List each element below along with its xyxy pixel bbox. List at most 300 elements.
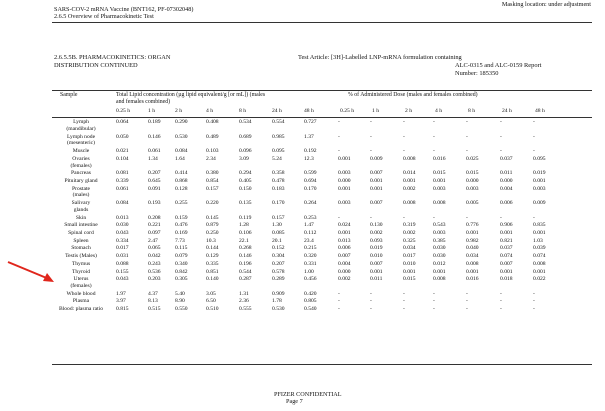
pct-cell: 0.074	[533, 253, 546, 260]
conc-cell: 0.220	[206, 200, 219, 207]
pct-cell: 0.002	[338, 276, 351, 283]
pct-cell: 0.003	[338, 170, 351, 177]
conc-cell: 0.578	[272, 268, 285, 275]
conc-cell: 0.555	[239, 306, 252, 313]
percent-dose-header: % of Administered Dose (males and females combined)	[348, 92, 478, 98]
conc-cell: 0.050	[116, 133, 129, 140]
pct-cell: 0.001	[466, 230, 479, 236]
pct-cell: 0.030	[433, 245, 446, 252]
pct-cell: 0.034	[403, 245, 416, 252]
conc-cell: 1.28	[239, 222, 249, 229]
pct-cell: -	[466, 306, 468, 313]
conc-cell: 0.013	[116, 214, 129, 221]
pct-cell: 0.013	[338, 237, 351, 244]
row-label: Thymus	[71, 260, 91, 267]
pct-cell: 0.016	[466, 276, 479, 283]
conc-cell: 1.37	[304, 133, 314, 140]
pct-cell: 0.007	[500, 260, 513, 267]
pct-cell: -	[500, 298, 502, 305]
conc-cell: 0.420	[304, 290, 317, 297]
pct-cell: 0.019	[533, 170, 546, 177]
pct-cell: 0.003	[533, 185, 546, 192]
conc-cell: 0.096	[239, 148, 252, 154]
row-label: Small intestine	[64, 222, 98, 229]
conc-cell: 0.061	[116, 185, 129, 192]
pct-cell: 0.319	[403, 222, 416, 229]
pct-cell: -	[433, 290, 435, 297]
conc-cell: 0.255	[175, 200, 188, 207]
pct-cell: 0.010	[370, 253, 383, 260]
pct-cell: 0.003	[338, 200, 351, 207]
pct-cell: 0.982	[466, 237, 479, 244]
pct-cell: 0.005	[466, 200, 479, 207]
pct-cell: 0.001	[533, 230, 546, 236]
pct-cell: -	[403, 119, 405, 125]
pct-cell: 0.007	[370, 170, 383, 177]
pct-cell: -	[433, 214, 435, 221]
row-label: Thyroid	[71, 268, 91, 275]
row-label: (mandibular)	[66, 125, 96, 132]
conc-cell: 0.129	[206, 253, 219, 260]
pct-cell: -	[466, 298, 468, 305]
pct-cell: 0.018	[500, 276, 513, 283]
pct-cell: 0.093	[370, 237, 383, 244]
pct-time-header: 8 h	[468, 108, 475, 114]
pct-cell: -	[533, 306, 535, 313]
conc-cell: 0.544	[239, 268, 252, 275]
conc-cell: 0.140	[206, 276, 219, 283]
pct-cell: 0.008	[533, 260, 546, 267]
pct-cell: -	[370, 148, 372, 154]
pct-cell: 0.001	[403, 268, 416, 275]
conc-cell: 0.340	[175, 260, 188, 267]
pct-cell: 1.03	[533, 237, 543, 244]
pct-cell: -	[466, 214, 468, 221]
conc-cell: 0.854	[206, 177, 219, 184]
conc-cell: 0.104	[116, 155, 129, 162]
pct-cell: 0.001	[533, 177, 546, 184]
pct-cell: 0.002	[403, 185, 416, 192]
conc-cell: 0.106	[239, 230, 252, 236]
pct-cell: 0.000	[500, 177, 513, 184]
conc-cell: 0.294	[239, 170, 252, 177]
table-bottom-rule	[52, 364, 592, 365]
conc-cell: 0.169	[175, 230, 188, 236]
conc-cell: 0.085	[272, 230, 285, 236]
footer-confidential: PFIZER CONFIDENTIAL	[274, 391, 342, 398]
pct-cell: 0.017	[403, 253, 416, 260]
pct-cell: -	[338, 290, 340, 297]
conc-cell: 0.159	[175, 214, 188, 221]
conc-cell: 0.081	[116, 170, 129, 177]
conc-time-header: 8 h	[239, 108, 246, 114]
pct-cell: 0.007	[370, 200, 383, 207]
pct-time-header: 0.25 h	[340, 108, 354, 114]
conc-cell: 2.47	[148, 237, 158, 244]
conc-cell: 1.31	[239, 290, 249, 297]
conc-cell: 0.128	[175, 185, 188, 192]
pct-cell: 0.034	[466, 253, 479, 260]
pct-cell: 0.019	[370, 245, 383, 252]
conc-cell: 0.689	[239, 133, 252, 140]
conc-cell: 0.088	[116, 260, 129, 267]
conc-cell: 6.50	[206, 298, 216, 305]
conc-cell: 0.414	[175, 170, 188, 177]
pct-cell: -	[466, 148, 468, 154]
pct-cell: 0.000	[338, 177, 351, 184]
pct-cell: 0.011	[370, 276, 383, 283]
conc-cell: 1.00	[304, 268, 314, 275]
conc-cell: 0.097	[148, 230, 161, 236]
conc-cell: 0.489	[206, 133, 219, 140]
pct-cell: 0.011	[500, 170, 513, 177]
conc-cell: 0.112	[304, 230, 317, 236]
pct-cell: -	[500, 119, 502, 125]
conc-cell: 0.042	[148, 253, 161, 260]
row-label: Muscle	[72, 148, 90, 154]
conc-cell: 0.250	[206, 230, 219, 236]
pct-cell: 0.010	[403, 260, 416, 267]
conc-cell: 2.34	[206, 155, 216, 162]
pct-cell: 0.008	[466, 260, 479, 267]
pct-cell: -	[433, 298, 435, 305]
pct-cell: 0.007	[370, 260, 383, 267]
row-label: Uterus	[73, 276, 89, 283]
conc-cell: 0.405	[239, 177, 252, 184]
conc-cell: 0.805	[304, 298, 317, 305]
pct-cell: 0.009	[533, 200, 546, 207]
conc-cell: 0.534	[239, 119, 252, 125]
pct-cell: -	[500, 148, 502, 154]
pct-cell: 0.015	[433, 170, 446, 177]
pct-cell: 0.835	[533, 222, 546, 229]
conc-cell: 0.476	[175, 222, 188, 229]
pct-cell: -	[403, 306, 405, 313]
conc-cell: 0.335	[206, 260, 219, 267]
footer-page-number: Page 7	[286, 398, 303, 405]
conc-cell: 0.119	[239, 214, 252, 221]
pct-cell: -	[403, 214, 405, 221]
conc-cell: 0.017	[116, 245, 129, 252]
conc-cell: 0.144	[206, 245, 219, 252]
pct-cell: -	[433, 133, 435, 140]
conc-cell: 3.05	[206, 290, 216, 297]
pct-cell: -	[370, 214, 372, 221]
pct-cell: 0.030	[433, 253, 446, 260]
pct-cell: -	[533, 290, 535, 297]
conc-cell: 0.031	[116, 253, 129, 260]
conc-cell: 0.157	[206, 185, 219, 192]
conc-cell: 0.064	[116, 119, 129, 125]
conc-cell: 1.64	[175, 155, 185, 162]
conc-cell: 0.152	[272, 245, 285, 252]
table-top-rule	[52, 90, 592, 91]
pct-cell: 0.002	[370, 230, 383, 236]
pct-cell: -	[500, 306, 502, 313]
pct-cell: 0.385	[433, 237, 446, 244]
conc-cell: 0.170	[304, 185, 317, 192]
row-label: Testis (Males)	[65, 253, 97, 260]
pct-cell: -	[370, 119, 372, 125]
conc-time-header: 2 h	[175, 108, 182, 114]
pct-cell: 0.776	[466, 222, 479, 229]
row-label: Whole blood	[66, 290, 96, 297]
pct-cell: 0.095	[533, 155, 546, 162]
pct-cell: 0.016	[433, 155, 446, 162]
pct-cell: 0.008	[433, 276, 446, 283]
pct-cell: -	[370, 133, 372, 140]
pct-cell: 0.001	[403, 177, 416, 184]
conc-cell: 0.645	[148, 177, 161, 184]
conc-cell: 5.24	[272, 155, 282, 162]
row-label: Stomach	[71, 245, 91, 252]
row-label: Spleen	[73, 237, 89, 244]
conc-cell: 0.253	[304, 214, 317, 221]
conc-cell: 0.909	[272, 290, 285, 297]
pct-time-header: 1 h	[372, 108, 379, 114]
conc-cell: 0.868	[175, 177, 188, 184]
pct-cell: -	[338, 214, 340, 221]
pct-cell: 0.130	[370, 222, 383, 229]
pct-cell: -	[338, 119, 340, 125]
test-article: Test Article: [3H]-Labelled LNP-mRNA formulation containing	[298, 54, 462, 61]
conc-cell: 0.331	[304, 260, 317, 267]
section-title: 2.6.5.5B. PHARMACOKINETICS: ORGAN	[54, 54, 171, 61]
table-header-rule	[52, 117, 592, 118]
conc-cell: 0.815	[116, 306, 129, 313]
conc-cell: 0.189	[148, 119, 161, 125]
conc-cell: 1.30	[272, 222, 282, 229]
conc-cell: 5.40	[175, 290, 185, 297]
conc-cell: 0.515	[148, 306, 161, 313]
conc-cell: 0.478	[272, 177, 285, 184]
concentration-header: Total Lipid concentration (µg lipid equivalent/g [or mL]) (males	[116, 92, 266, 98]
conc-cell: 0.208	[148, 214, 161, 221]
pct-cell: -	[500, 133, 502, 140]
pct-cell: 0.025	[466, 155, 479, 162]
pct-cell: -	[500, 290, 502, 297]
row-label: Lymph	[73, 119, 89, 125]
conc-cell: 22.1	[239, 237, 249, 244]
pct-cell: 0.040	[466, 245, 479, 252]
conc-cell: 23.4	[304, 237, 314, 244]
conc-cell: 0.287	[239, 276, 252, 283]
conc-cell: 0.985	[272, 133, 285, 140]
conc-cell: 1.47	[304, 222, 314, 229]
pct-cell: 0.543	[433, 222, 446, 229]
conc-cell: 0.084	[175, 148, 188, 154]
conc-cell: 0.146	[239, 253, 252, 260]
conc-cell: 0.268	[239, 245, 252, 252]
row-label: Blood: plasma ratio	[58, 306, 104, 313]
conc-cell: 0.510	[206, 306, 219, 313]
pct-cell: 0.015	[403, 276, 416, 283]
row-label: Pancreas	[71, 170, 91, 177]
pct-cell: -	[403, 148, 405, 154]
conc-cell: 0.842	[175, 268, 188, 275]
pct-cell: 0.000	[466, 177, 479, 184]
conc-cell: 0.145	[206, 214, 219, 221]
conc-cell: 0.192	[304, 148, 317, 154]
conc-time-header: 24 h	[272, 108, 282, 114]
pct-cell: -	[403, 133, 405, 140]
conc-cell: 0.115	[175, 245, 188, 252]
pct-cell: 0.039	[533, 245, 546, 252]
pct-cell: 0.004	[338, 260, 351, 267]
pct-cell: 0.012	[433, 260, 446, 267]
conc-cell: 0.084	[116, 200, 129, 207]
pct-cell: 0.001	[370, 185, 383, 192]
conc-cell: 20.1	[272, 237, 282, 244]
pct-cell: 0.001	[370, 268, 383, 275]
pct-cell: -	[500, 214, 502, 221]
pct-cell: 0.037	[500, 245, 513, 252]
conc-cell: 0.043	[116, 276, 129, 283]
concentration-header-cont: and females combined)	[116, 99, 171, 105]
pct-cell: -	[403, 290, 405, 297]
conc-cell: 0.103	[206, 148, 219, 154]
conc-cell: 0.334	[116, 237, 129, 244]
pct-cell: 0.003	[466, 185, 479, 192]
pct-cell: -	[370, 298, 372, 305]
row-label: (females)	[70, 162, 92, 169]
conc-cell: 0.196	[239, 260, 252, 267]
conc-cell: 8.13	[148, 298, 158, 305]
pct-cell: 0.906	[500, 222, 513, 229]
conc-time-header: 0.25 h	[116, 108, 130, 114]
pct-cell: 0.008	[403, 155, 416, 162]
pct-cell: -	[466, 290, 468, 297]
conc-cell: 0.221	[148, 222, 161, 229]
conc-cell: 0.339	[116, 177, 129, 184]
conc-cell: 8.90	[175, 298, 185, 305]
conc-cell: 7.73	[175, 237, 185, 244]
conc-cell: 0.091	[148, 185, 161, 192]
pct-cell: -	[338, 306, 340, 313]
pct-cell: -	[533, 133, 535, 140]
pct-cell: 0.001	[338, 155, 351, 162]
row-label: Skin	[75, 214, 87, 221]
row-label: Ovaries	[72, 155, 90, 162]
conc-cell: 0.146	[148, 133, 161, 140]
conc-cell: 0.030	[116, 222, 129, 229]
pct-cell: 0.008	[433, 200, 446, 207]
conc-cell: 2.36	[239, 298, 249, 305]
conc-cell: 0.694	[304, 177, 317, 184]
pct-cell: 0.003	[433, 185, 446, 192]
pct-cell: -	[466, 133, 468, 140]
pct-cell: 0.007	[338, 253, 351, 260]
conc-time-header: 48 h	[304, 108, 314, 114]
conc-cell: 0.408	[206, 119, 219, 125]
conc-cell: 0.879	[206, 222, 219, 229]
conc-cell: 0.456	[304, 276, 317, 283]
conc-cell: 0.215	[304, 245, 317, 252]
pct-cell: 0.821	[500, 237, 513, 244]
conc-cell: 0.380	[206, 170, 219, 177]
conc-cell: 0.530	[175, 133, 188, 140]
pct-cell: 0.001	[533, 268, 546, 275]
sample-header: Sample	[60, 92, 78, 98]
conc-time-header: 1 h	[148, 108, 155, 114]
pct-time-header: 24 h	[502, 108, 512, 114]
pct-cell: 0.001	[370, 177, 383, 184]
conc-cell: 0.135	[239, 200, 252, 207]
row-label: (males)	[72, 192, 90, 199]
conc-cell: 0.203	[148, 276, 161, 283]
conc-cell: 0.264	[304, 200, 317, 207]
row-label: Pituitary gland	[64, 177, 98, 184]
pct-cell: 0.037	[500, 155, 513, 162]
conc-cell: 0.243	[148, 260, 161, 267]
conc-cell: 0.550	[175, 306, 188, 313]
pct-cell: 0.001	[466, 268, 479, 275]
document-title: SARS-COV-2 mRNA Vaccine (BNT162, PF-07302048)	[54, 6, 194, 13]
pct-cell: -	[533, 298, 535, 305]
conc-cell: 0.150	[239, 185, 252, 192]
conc-cell: 0.157	[272, 214, 285, 221]
conc-cell: 0.193	[148, 200, 161, 207]
pct-time-header: 4 h	[435, 108, 442, 114]
pct-cell: 0.015	[466, 170, 479, 177]
report-number-line2: Number: 185350	[455, 70, 499, 77]
pct-cell: 0.006	[338, 245, 351, 252]
conc-cell: 3.09	[239, 155, 249, 162]
header-rule	[52, 22, 592, 23]
pct-cell: -	[403, 298, 405, 305]
conc-cell: 0.170	[272, 200, 285, 207]
conc-cell: 3.97	[116, 298, 126, 305]
pct-cell: -	[533, 148, 535, 154]
row-label: Lymph node	[66, 133, 96, 140]
arrow-shaft	[8, 262, 49, 279]
conc-cell: 0.540	[304, 306, 317, 313]
pct-cell: -	[338, 298, 340, 305]
row-label: glands	[73, 206, 89, 213]
pct-cell: 0.003	[433, 230, 446, 236]
conc-cell: 0.536	[148, 268, 161, 275]
conc-cell: 0.061	[148, 148, 161, 154]
pct-cell: -	[466, 119, 468, 125]
conc-cell: 10.3	[206, 237, 216, 244]
pct-cell: -	[370, 290, 372, 297]
pct-cell: 0.000	[338, 268, 351, 275]
document-subtitle: 2.6.5 Overview of Pharmacokinetic Test	[54, 13, 154, 20]
conc-cell: 0.727	[304, 119, 317, 125]
conc-cell: 0.599	[304, 170, 317, 177]
conc-cell: 0.851	[206, 268, 219, 275]
pct-cell: 0.014	[403, 170, 416, 177]
pct-cell: 0.001	[500, 230, 513, 236]
conc-cell: 0.079	[175, 253, 188, 260]
row-label: Plasma	[72, 298, 90, 305]
row-label: Prostate	[71, 185, 91, 192]
conc-cell: 4.37	[148, 290, 158, 297]
pct-time-header: 48 h	[535, 108, 545, 114]
conc-cell: 0.207	[272, 260, 285, 267]
pct-cell: -	[433, 148, 435, 154]
row-label: Salivary	[71, 200, 91, 207]
report-number-line1: ALC-0315 and ALC-0159 Report	[455, 62, 542, 69]
conc-cell: 0.043	[116, 230, 129, 236]
pct-cell: -	[533, 214, 535, 221]
conc-cell: 1.34	[148, 155, 158, 162]
section-title-cont: DISTRIBUTION CONTINUED	[54, 62, 138, 69]
conc-cell: 0.065	[148, 245, 161, 252]
pct-cell: 0.001	[338, 185, 351, 192]
masking-note: Masking location: under adjustment	[501, 1, 591, 8]
conc-cell: 0.554	[272, 119, 285, 125]
